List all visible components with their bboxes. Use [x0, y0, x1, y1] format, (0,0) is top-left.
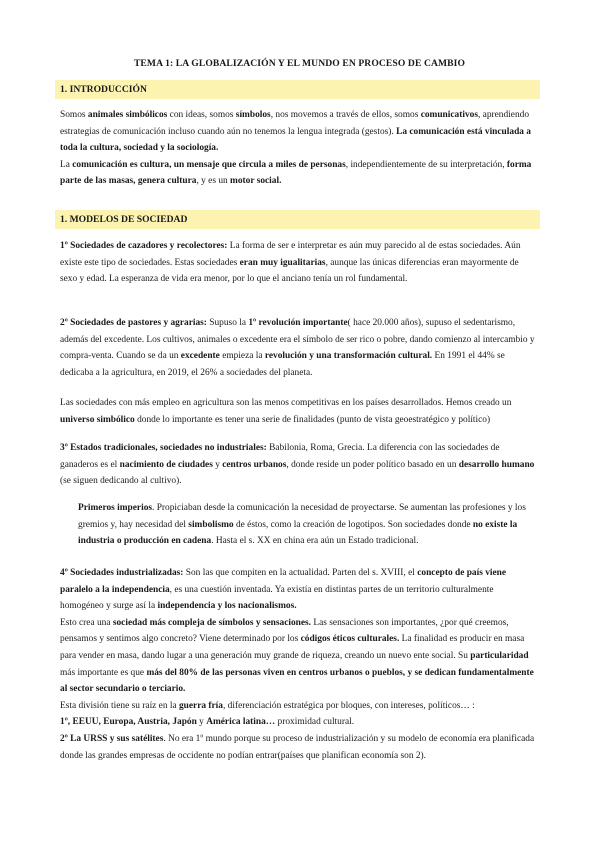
paragraph-traditional-states	[60, 440, 538, 490]
text-run: 2º Sociedades de pastores y agrarias:	[60, 318, 207, 328]
text-run: comunicativos	[420, 110, 478, 120]
text-run: particularidad	[470, 650, 529, 661]
text-run: ( hace 20.000 años), supuso el sedentarismo, además del excedente. Los cultivos, animales o excedente era el símbolo de ser rico o pobre, dando comienzo al intercambio y compra-venta. Cuando se da un	[60, 318, 535, 362]
paragraph-symbolic-universe	[60, 395, 538, 428]
text-run: En 1991 el 44% se dedicaba a la agricultura, en 2019, el 26% a sociedades del planeta.	[60, 351, 505, 378]
text-run: Somos	[60, 110, 88, 120]
text-run: 4º Sociedades industrializadas:	[60, 568, 184, 578]
paragraph-hunter-gatherers	[60, 238, 538, 288]
text-run: , diferenciación estratégica por bloques, con intereses, políticos… :	[222, 700, 475, 711]
text-run: La forma de ser e interpretar es aún muy parecido al de estas sociedades. Aún existe este tipo de sociedades. Estas sociedades	[60, 241, 521, 268]
text-run: universo simbólico	[60, 414, 135, 425]
text-run: símbolos	[235, 110, 271, 120]
document-title: TEMA 1: LA GLOBALIZACIÓN Y EL MUNDO EN PROCESO DE CAMBIO	[133, 58, 466, 69]
text-run: , aprendiendo estrategias de comunicación incluso cuando aún no tenemos la lengua integrada (gestos).	[60, 110, 530, 137]
text-run: centros urbanos	[222, 459, 287, 470]
text-run: La	[60, 159, 73, 170]
paragraph-intro	[60, 107, 538, 190]
text-run: 1º, EEUU, Europa, Austria, Japón	[60, 717, 197, 728]
paragraph-pastoral-agrarian	[60, 315, 538, 381]
text-run: , donde reside un poder político basado en un	[286, 459, 459, 470]
text-run: proximidad cultural.	[275, 717, 355, 728]
text-run: no existe la industria o producción en cadena	[78, 519, 518, 547]
text-run: , es una cuestión inventada. Ya existía en distintas partes de un territorio culturalmente homogéneo y surge así la	[60, 584, 494, 612]
text-run: La finalidad es producir en masa para vender en masa, dando lugar a una generación muy grande de riqueza, creando un nuevo ente social. Su	[60, 634, 525, 661]
text-run: guerra fría	[178, 700, 223, 711]
text-run: simbolismo	[188, 519, 234, 530]
text-run: concepto de país viene paralelo a la independencia	[60, 568, 507, 595]
text-run: 2º La URSS y sus satélites	[60, 733, 164, 744]
text-run: Esto crea una	[60, 617, 113, 628]
text-run: América latina…	[206, 717, 276, 728]
text-run: 1º revolución importante	[248, 318, 348, 328]
text-run: Babilonia, Roma, Grecia. La diferencia con las sociedades de ganaderos es el	[60, 443, 500, 470]
text-run: Las sensaciones son importantes, ¿por qué creemos, pensamos y sentimos algo concreto? Viene determinado por los	[60, 617, 509, 645]
text-run: más del 80% de las personas viven en centros urbanos o pueblos, y se dedican fundamentalmente al sector secundario o terciario.	[60, 667, 534, 695]
text-run: forma parte de las masas, genera cultura	[60, 159, 532, 187]
text-run: La comunicación está vinculada a toda la cultura, sociedad y la sociología.	[60, 126, 531, 154]
text-run: Son las que compiten en la actualidad. Parten del s. XVIII, el	[183, 568, 418, 578]
text-run: y	[196, 717, 207, 728]
text-run: , nos movemos a través de ellos, somos	[270, 110, 421, 120]
text-run: más importante es que	[60, 667, 147, 678]
text-run: sociedad más compleja de símbolos y sensaciones.	[112, 617, 312, 628]
text-run: con ideas, somos	[167, 110, 236, 120]
text-run: excedente	[180, 351, 220, 362]
text-run: animales simbólicos	[87, 110, 168, 120]
text-run: . Propiciaban desde la comunicación la necesidad de proyectarse. Se aumentan las profesiones y los gremios y, hay necesidad del	[78, 503, 526, 530]
section-heading-text: 1. INTRODUCCIÓN	[60, 84, 147, 95]
text-run: . No era 1º mundo porque su proceso de industrialización y su modelo de economía era planificada donde las grandes empresas de occidente no podían entrar(países que planifican economía son 2).	[60, 733, 535, 761]
paragraph-first-empires	[78, 500, 540, 550]
text-run: Supuso la	[206, 318, 249, 328]
paragraph-industrial-societies	[60, 565, 538, 764]
text-run: de éstos, como la creación de logotipos. Son sociedades donde	[233, 519, 473, 530]
text-run: empieza la	[219, 351, 265, 362]
text-run: motor social.	[230, 176, 282, 187]
text-run: donde lo importante es tener una serie de finalidades (punto de vista geoestratégico y político)	[134, 414, 491, 425]
text-run: eran muy igualitarias	[239, 257, 326, 268]
text-run: independencia y los nacionalismos.	[157, 601, 297, 612]
section-heading-intro	[55, 80, 540, 99]
text-run: (se siguen dedicando al cultivo).	[60, 476, 182, 487]
text-run: comunicación es cultura, un mensaje que circula a miles de personas	[72, 159, 346, 170]
section-heading-text: 1. MODELOS DE SOCIEDAD	[60, 214, 188, 225]
text-run: Las sociedades con más empleo en agricultura son las menos competitivas en los países desarrollados. Hemos creado un	[60, 398, 512, 408]
text-run: 3º Estados tradicionales, sociedades no industriales:	[60, 443, 267, 453]
text-run: Esta división tiene su raíz en la	[60, 700, 179, 711]
text-run: . Hasta el s. XX en china era aún un Estado tradicional.	[211, 536, 419, 547]
text-run: , independientemente de su interpretación,	[345, 159, 507, 170]
text-run: , aunque las únicas diferencias eran mayormente de sexo y edad. La esperanza de vida era menor, por lo que el anciano tenía un rol fundamental.	[60, 257, 519, 285]
text-run: desarrollo humano	[458, 459, 535, 470]
text-run: Primeros imperios	[78, 503, 153, 513]
text-run: , y es un	[196, 176, 231, 187]
text-run: revolución y una transformación cultural.	[264, 351, 433, 362]
text-run: nacimiento de ciudades	[119, 459, 213, 470]
text-run: códigos éticos culturales.	[300, 634, 400, 645]
text-run: 1º Sociedades de cazadores y recolectores:	[60, 241, 228, 251]
text-run: y	[212, 459, 223, 470]
section-heading-models	[55, 210, 540, 229]
